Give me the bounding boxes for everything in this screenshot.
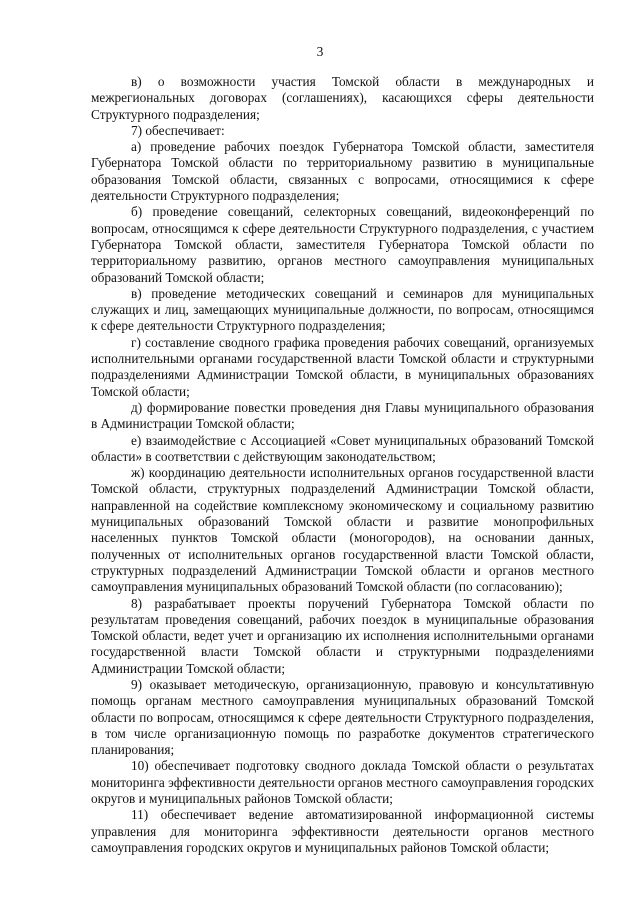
page-number: 3 bbox=[316, 44, 324, 59]
paragraph-item-11: 11) обеспечивает ведение автоматизированной информационной системы управления для мониторинга эффективности деятельности органов местного самоуправления городских округов и муниципальных районов Томской области; bbox=[91, 807, 594, 855]
paragraph-7v: в) проведение методических совещаний и семинаров для муниципальных служащих и лиц, замещающих муниципальные должности, по вопросам, относящимся к сфере деятельности Структурного подразделения; bbox=[91, 285, 594, 334]
paragraph-3v: в) о возможности участия Томской области в международных и межрегиональных договорах (соглашениях), касающихся сферы деятельности Структурного подразделения; bbox=[91, 74, 594, 122]
paragraph-7zh: ж) координацию деятельности исполнительных органов государственной власти Томской области, структурных подразделений Администрации Томской области, направленной на содействие комплексному экономическому и социальному развитию муниципальных образований Томской области и развитие монопрофильных населенных пунктов Томской области (моногородов), на основании данных, полученных от исполнительных органов государственной власти Томской области, структурных подразделений Администрации Томской области и органов местного самоуправления муниципальных образований Томской области (по согласованию); bbox=[91, 465, 594, 595]
paragraph-7a: а) проведение рабочих поездок Губернатора Томской области, заместителя Губернатора Томской области по территориальному развитию в муниципальные образования Томской области, связанных с вопросами, относящимися к сфере деятельности Структурного подразделения; bbox=[91, 139, 594, 204]
paragraph-7d: д) формирование повестки проведения дня Главы муниципального образования в Администрации Томской области; bbox=[91, 399, 594, 432]
paragraph-7e: е) взаимодействие с Ассоциацией «Совет муниципальных образований Томской области» в соответствии с действующим законодательством; bbox=[91, 432, 594, 464]
paragraph-7b: б) проведение совещаний, селекторных совещаний, видеоконференций по вопросам, относящимся к сфере деятельности Структурного подразделения, с участием Губернатора Томской области, заместителя Губернатора Томской области по территориальному развитию, органов местного самоуправления муниципальных образований Томской области; bbox=[91, 204, 594, 285]
paragraph-item-10: 10) обеспечивает подготовку сводного доклада Томской области о результатах мониторинга эффективности деятельности органов местного самоуправления городских округов и муниципальных районов Томской области; bbox=[91, 758, 594, 807]
paragraph-item-9: 9) оказывает методическую, организационную, правовую и консультативную помощь органам местного самоуправления муниципальных образований Томской области по вопросам, относящимся к сфере деятельности Структурного подразделения, в том числе организационную помощь по разработке документов стратегического планирования; bbox=[91, 676, 594, 758]
paragraph-item-8: 8) разрабатывает проекты поручений Губернатора Томской области по результатам проведения совещаний, рабочих поездок в муниципальные образования Томской области, ведет учет и организацию их исполнения исполнительными органами государственной власти Томской области и структурными подразделениями Администрации Томской области; bbox=[91, 595, 594, 676]
paragraph-item-7: 7) обеспечивает: bbox=[131, 122, 225, 138]
document-body bbox=[91, 74, 594, 856]
paragraph-7g: г) составление сводного графика проведения рабочих совещаний, организуемых исполнительными органами государственной власти Томской области и структурными подразделениями Администрации Томской области, в муниципальных образованиях Томской области; bbox=[91, 334, 594, 399]
